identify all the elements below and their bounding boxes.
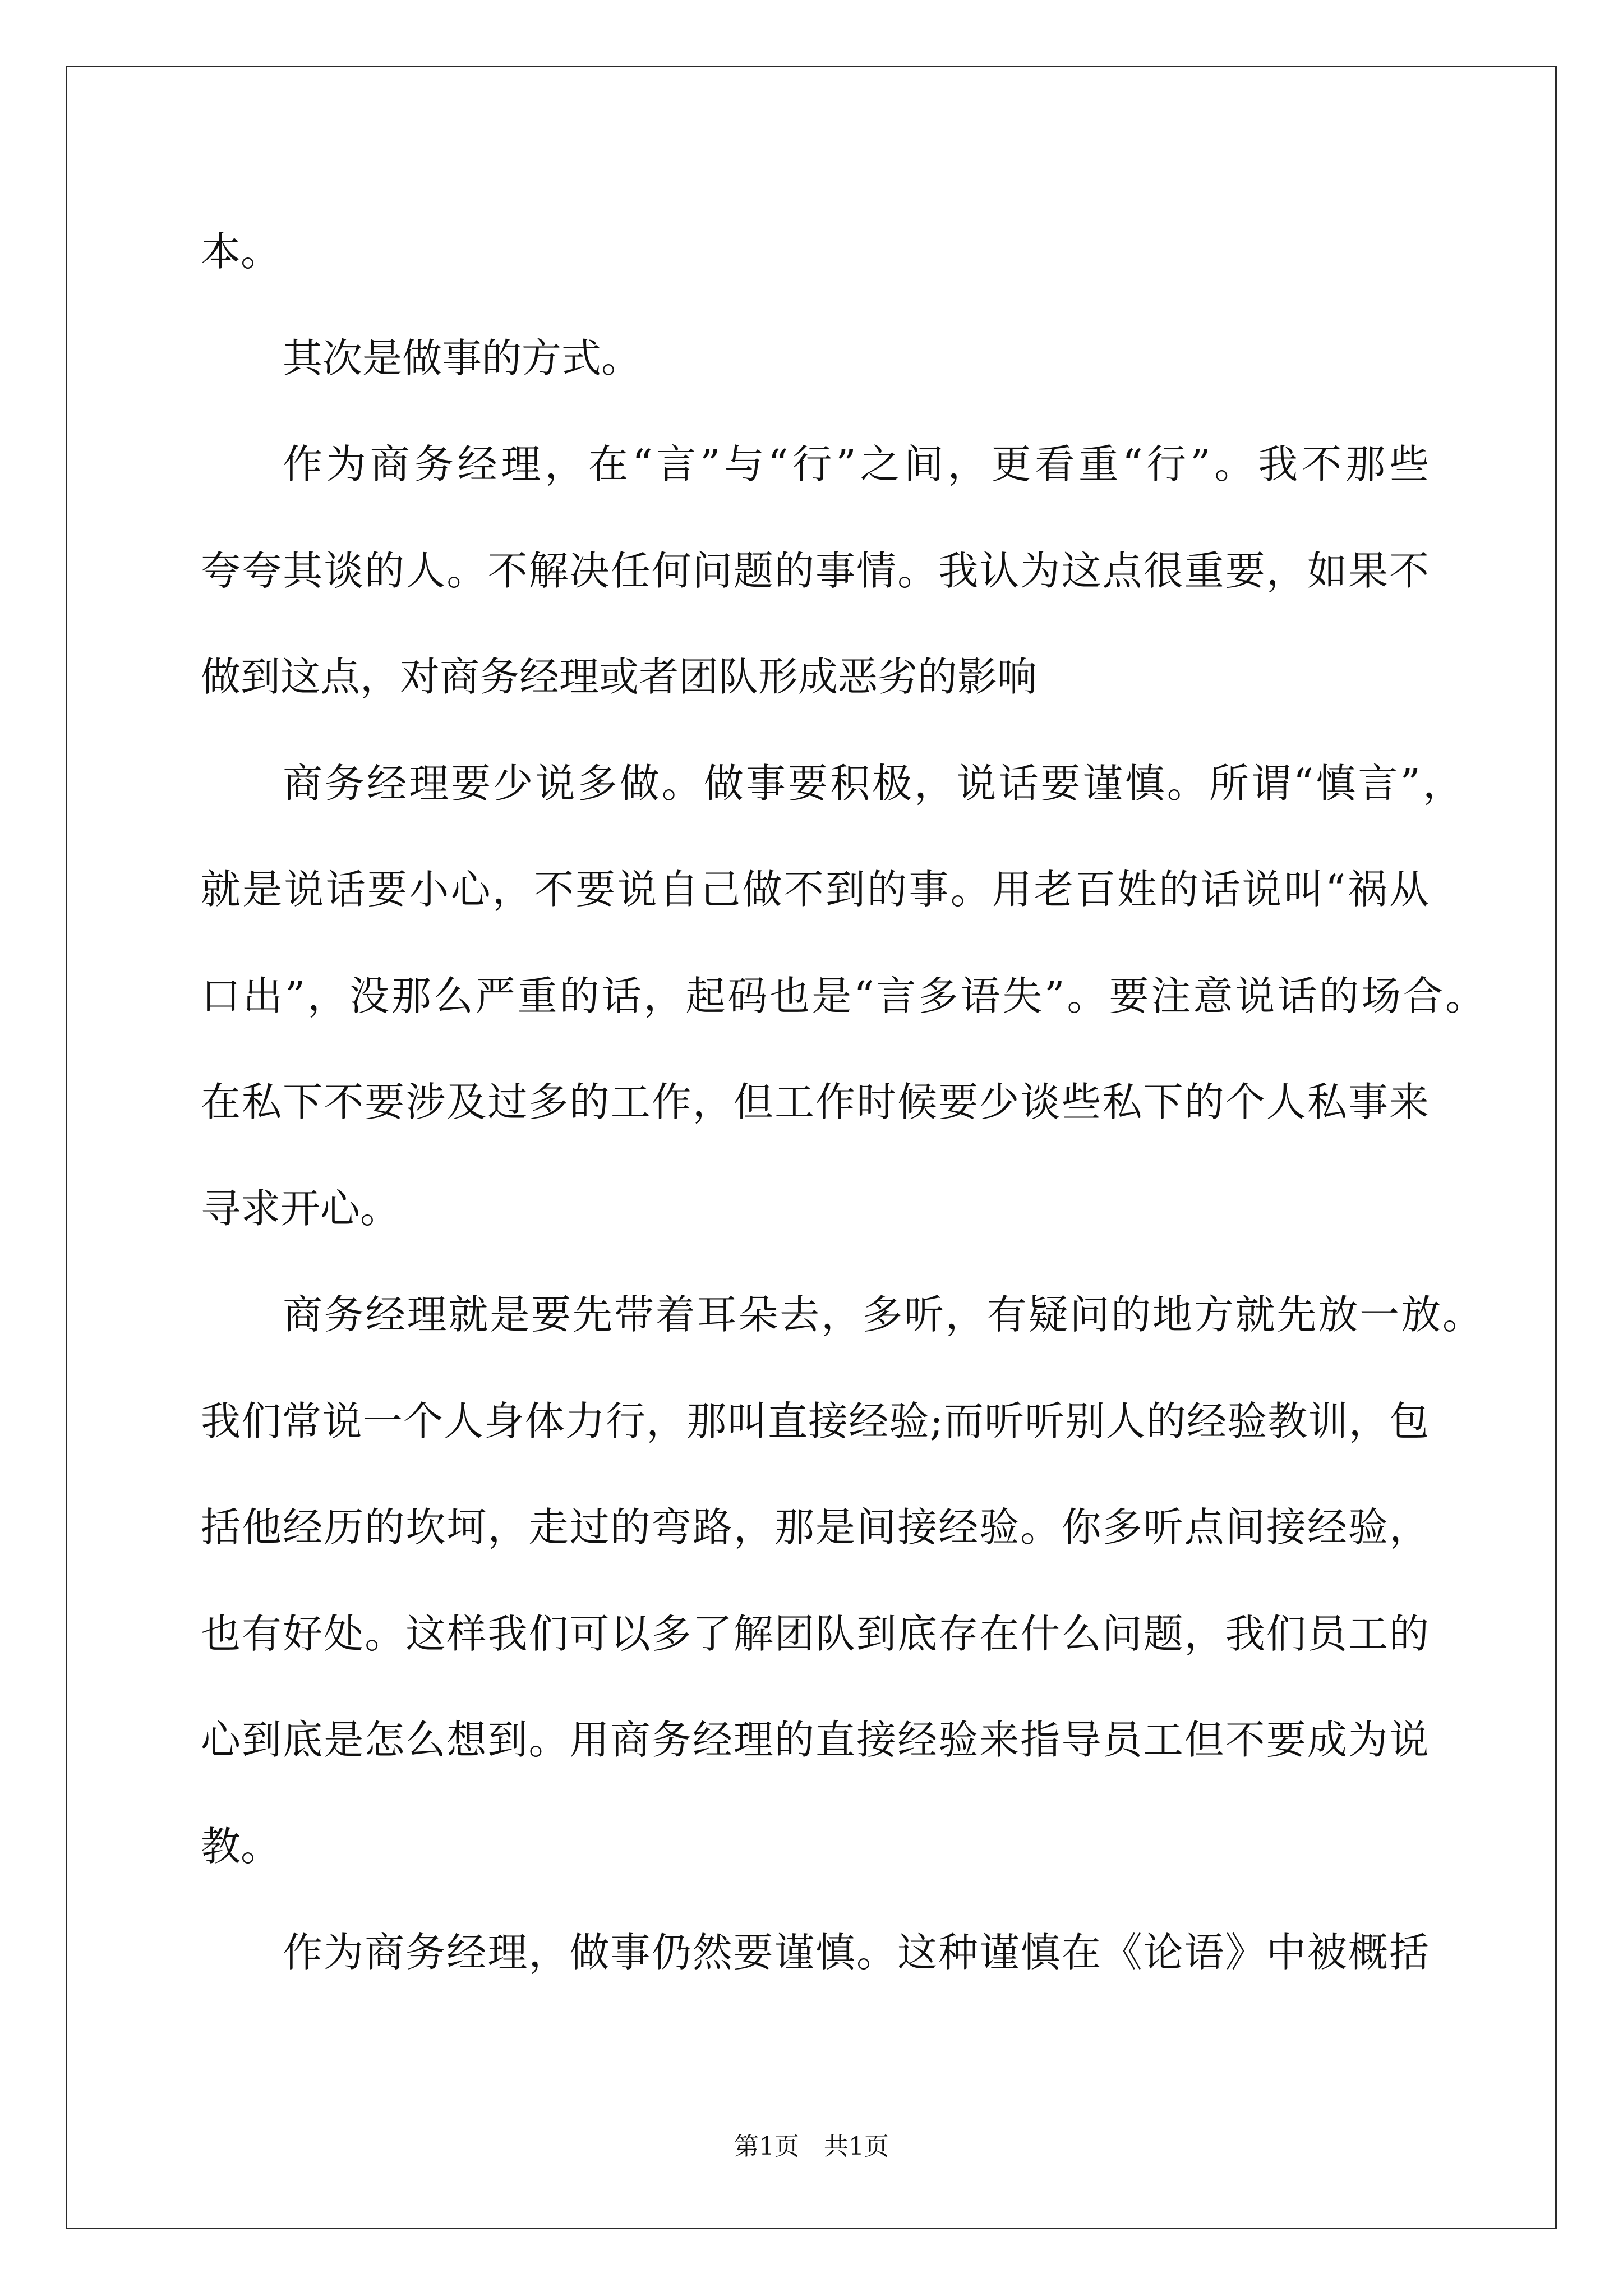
text-line: 寻求开心。 (201, 1185, 400, 1232)
text-line: 括他经历的坎坷，走过的弯路，那是间接经验。你多听点间接经验， (201, 1504, 1429, 1550)
text-line: 做到这点，对商务经理或者团队形成恶劣的影响 (201, 654, 1038, 700)
text-line: 口出”，没那么严重的话，起码也是“言多语失”。要注意说话的场合。 (201, 972, 1485, 1019)
text-line: 教。 (201, 1823, 281, 1870)
text-line: 作为商务经理，做事仍然要谨慎。这种谨慎在《论语》中被概括 (283, 1929, 1429, 1976)
text-line: 夸夸其谈的人。不解决任何问题的事情。我认为这点很重要，如果不 (201, 547, 1429, 594)
paragraph (201, 730, 1507, 1262)
text-line: 就是说话要小心，不要说自己做不到的事。用老百姓的话说叫“祸从 (201, 866, 1429, 913)
document-body (201, 199, 1507, 2006)
paragraph (201, 1899, 1507, 2006)
text-line: 本。 (201, 228, 281, 275)
text-line: 其次是做事的方式。 (283, 334, 642, 381)
text-line: 我们常说一个人身体力行，那叫直接经验;而听听别人的经验教训，包 (201, 1397, 1429, 1444)
paragraph (201, 305, 1507, 412)
page-number: 第1页 (734, 2132, 799, 2161)
paragraph (201, 1262, 1507, 1899)
text-line: 商务经理就是要先带着耳朵去，多听，有疑问的地方就先放一放。 (283, 1291, 1482, 1338)
page-footer (0, 2134, 1623, 2159)
text-line: 作为商务经理，在“言”与“行”之间，更看重“行”。我不那些 (283, 441, 1429, 487)
paragraph (201, 199, 1507, 305)
text-line: 心到底是怎么想到。用商务经理的直接经验来指导员工但不要成为说 (201, 1717, 1429, 1763)
text-line: 也有好处。这样我们可以多了解团队到底存在什么问题，我们员工的 (201, 1610, 1429, 1657)
text-line: 在私下不要涉及过多的工作，但工作时候要少谈些私下的个人私事来 (201, 1079, 1429, 1125)
paragraph (201, 411, 1507, 730)
text-line: 商务经理要少说多做。做事要积极，说话要谨慎。所谓“慎言”， (283, 760, 1463, 807)
page-total: 共1页 (824, 2132, 889, 2161)
